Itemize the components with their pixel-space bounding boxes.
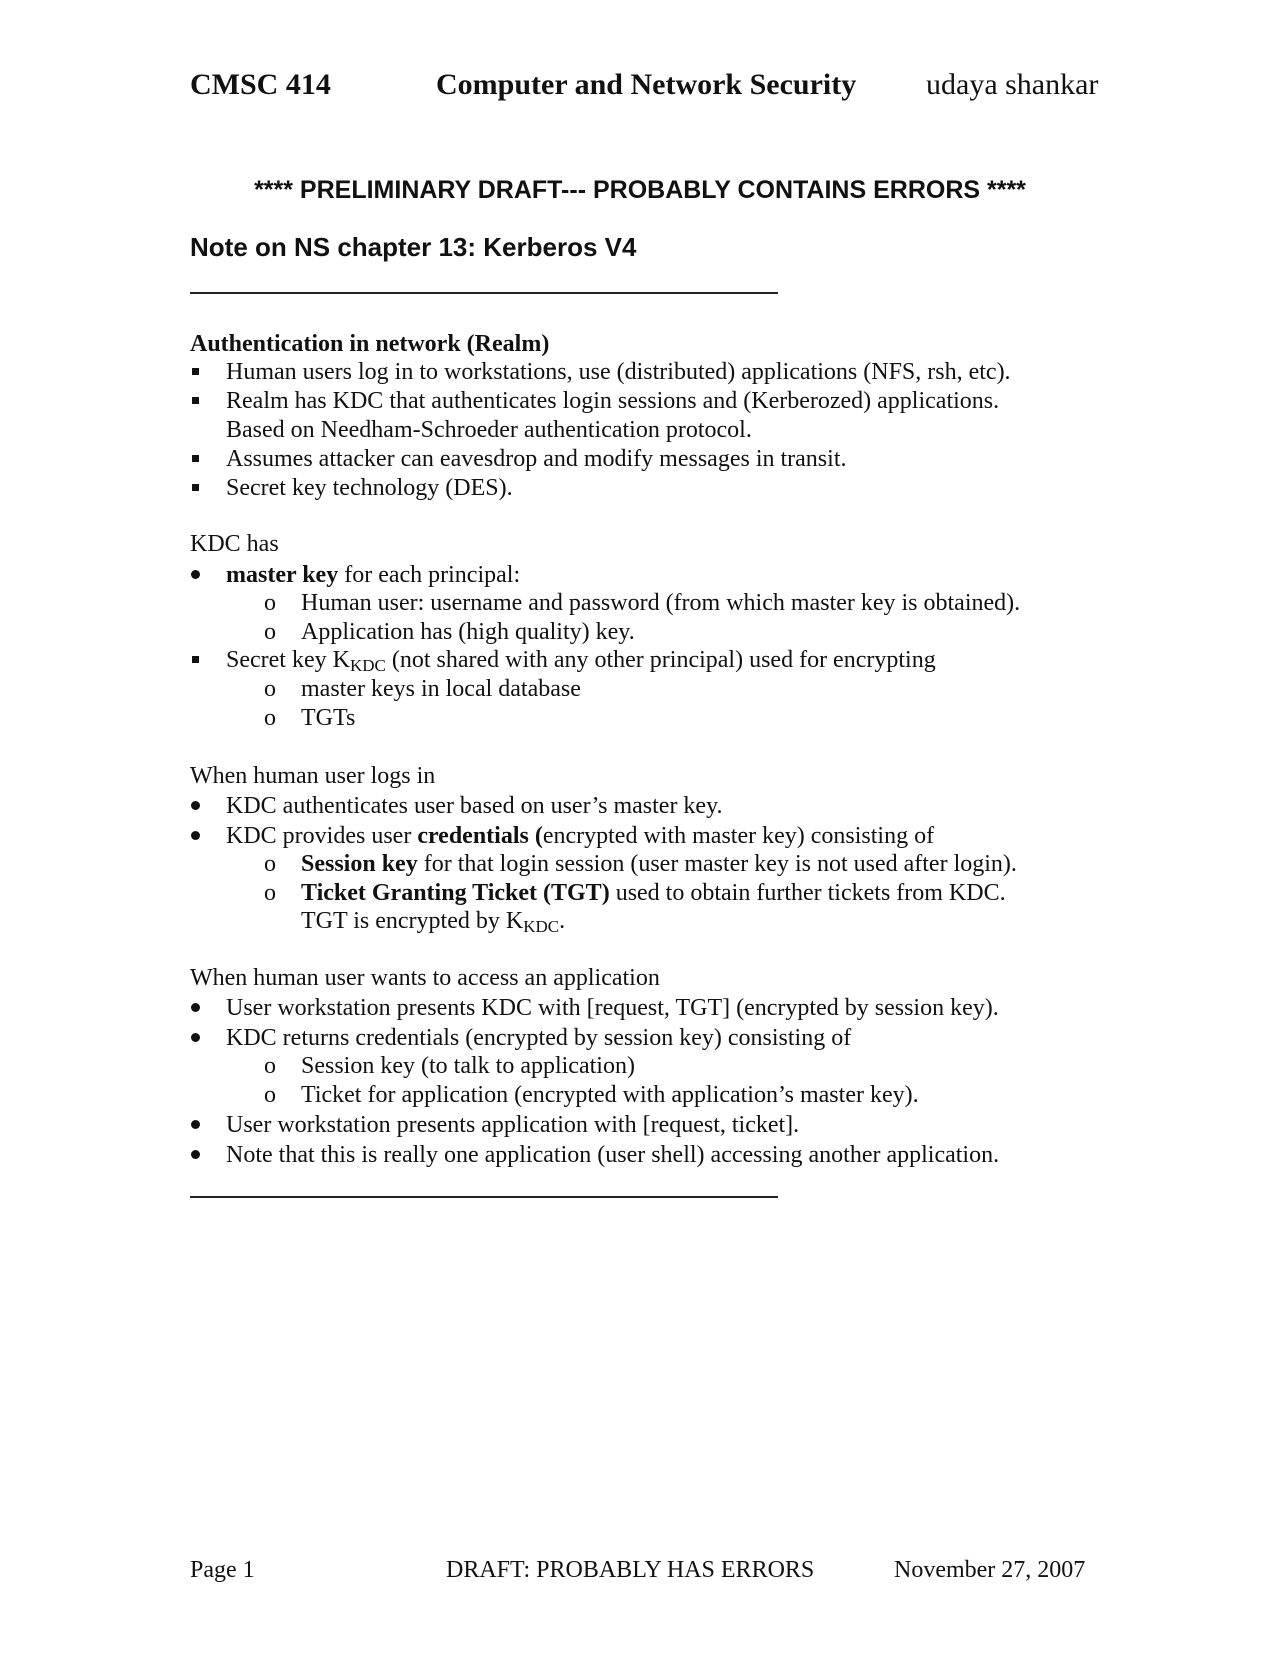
credentials-term: credentials ( — [417, 823, 543, 849]
square-bullet-icon — [192, 368, 199, 375]
footer-draft-note: DRAFT: PROBABLY HAS ERRORS — [446, 1557, 815, 1583]
footer-page-number: Page 1 — [190, 1557, 255, 1583]
square-bullet-icon — [192, 455, 199, 462]
sub-list-item: Application has (high quality) key. — [301, 619, 635, 645]
sub-list-item — [301, 850, 1017, 878]
kdc-subscript: KDC — [523, 917, 560, 936]
sub-list-item-continuation — [301, 907, 565, 941]
list-item: KDC authenticates user based on user’s master key. — [226, 793, 723, 819]
footer-date: November 27, 2007 — [894, 1557, 1086, 1583]
circle-bullet-icon: o — [264, 1082, 276, 1108]
round-bullet-icon — [191, 1033, 200, 1042]
session-key-rest: for that login session (user master key is not used after login). — [417, 851, 1017, 877]
square-bullet-icon — [192, 397, 199, 404]
credentials-pre: KDC provides user — [226, 823, 418, 849]
secret-key-pre: Secret key K — [226, 647, 350, 673]
round-bullet-icon — [191, 831, 200, 840]
circle-bullet-icon: o — [264, 1053, 276, 1079]
secret-key-post: (not shared with any other principal) used for encrypting — [385, 647, 936, 673]
tgt-term: Ticket Granting Ticket (TGT) — [301, 880, 610, 906]
sub-list-item — [301, 879, 1006, 907]
circle-bullet-icon: o — [264, 880, 276, 906]
note-title: Note on NS chapter 13: Kerberos V4 — [190, 232, 637, 262]
tgt-rest: used to obtain further tickets from KDC. — [609, 880, 1006, 906]
list-item: Assumes attacker can eavesdrop and modify messages in transit. — [226, 446, 847, 472]
list-item: KDC returns credentials (encrypted by session key) consisting of — [226, 1025, 852, 1051]
section-heading-login: When human user logs in — [190, 763, 436, 789]
sub-list-item: Ticket for application (encrypted with application’s master key). — [301, 1082, 919, 1108]
list-item — [226, 561, 520, 589]
draft-banner: **** PRELIMINARY DRAFT--- PROBABLY CONTAINS ERRORS **** — [254, 176, 1026, 204]
circle-bullet-icon: o — [264, 676, 276, 702]
list-item: User workstation presents KDC with [request, TGT] (encrypted by session key). — [226, 995, 999, 1021]
sub-list-item: Session key (to talk to application) — [301, 1053, 635, 1079]
list-item: Realm has KDC that authenticates login sessions and (Kerberozed) applications. — [226, 388, 1000, 414]
course-title: Computer and Network Security — [436, 68, 857, 101]
list-item: User workstation presents application with [request, ticket]. — [226, 1112, 800, 1138]
master-key-rest: for each principal: — [338, 562, 521, 588]
tgt-encrypted-pre: TGT is encrypted by K — [301, 908, 524, 934]
master-key-term: master key — [226, 562, 339, 588]
kdc-subscript: KDC — [349, 656, 386, 675]
author-name: udaya shankar — [926, 68, 1099, 101]
circle-bullet-icon: o — [264, 851, 276, 877]
circle-bullet-icon: o — [264, 619, 276, 645]
sub-list-item: Human user: username and password (from which master key is obtained). — [301, 590, 1021, 616]
list-item: Secret key technology (DES). — [226, 475, 513, 501]
round-bullet-icon — [191, 1120, 200, 1129]
session-key-term: Session key — [301, 851, 418, 877]
square-bullet-icon — [192, 484, 199, 491]
sub-list-item: TGTs — [301, 705, 356, 731]
tgt-encrypted-post: . — [559, 908, 566, 934]
circle-bullet-icon: o — [264, 590, 276, 616]
course-code: CMSC 414 — [190, 68, 331, 101]
round-bullet-icon — [191, 1150, 200, 1159]
divider-bottom — [190, 1196, 778, 1198]
round-bullet-icon — [191, 1003, 200, 1012]
sub-list-item: master keys in local database — [301, 676, 581, 702]
credentials-post: encrypted with master key) consisting of — [542, 823, 935, 849]
round-bullet-icon — [191, 801, 200, 810]
divider-top — [190, 292, 778, 294]
list-item — [226, 822, 934, 850]
round-bullet-icon — [191, 570, 200, 579]
list-item: Human users log in to workstations, use (distributed) applications (NFS, rsh, etc). — [226, 359, 1011, 385]
list-item: Note that this is really one application (user shell) accessing another application. — [226, 1142, 1000, 1168]
circle-bullet-icon: o — [264, 705, 276, 731]
square-bullet-icon — [192, 656, 199, 663]
list-item-continuation: Based on Needham-Schroeder authentication protocol. — [226, 417, 752, 443]
section-heading-realm: Authentication in network (Realm) — [190, 331, 550, 357]
section-heading-access: When human user wants to access an application — [190, 965, 660, 991]
section-heading-kdc: KDC has — [190, 531, 279, 557]
